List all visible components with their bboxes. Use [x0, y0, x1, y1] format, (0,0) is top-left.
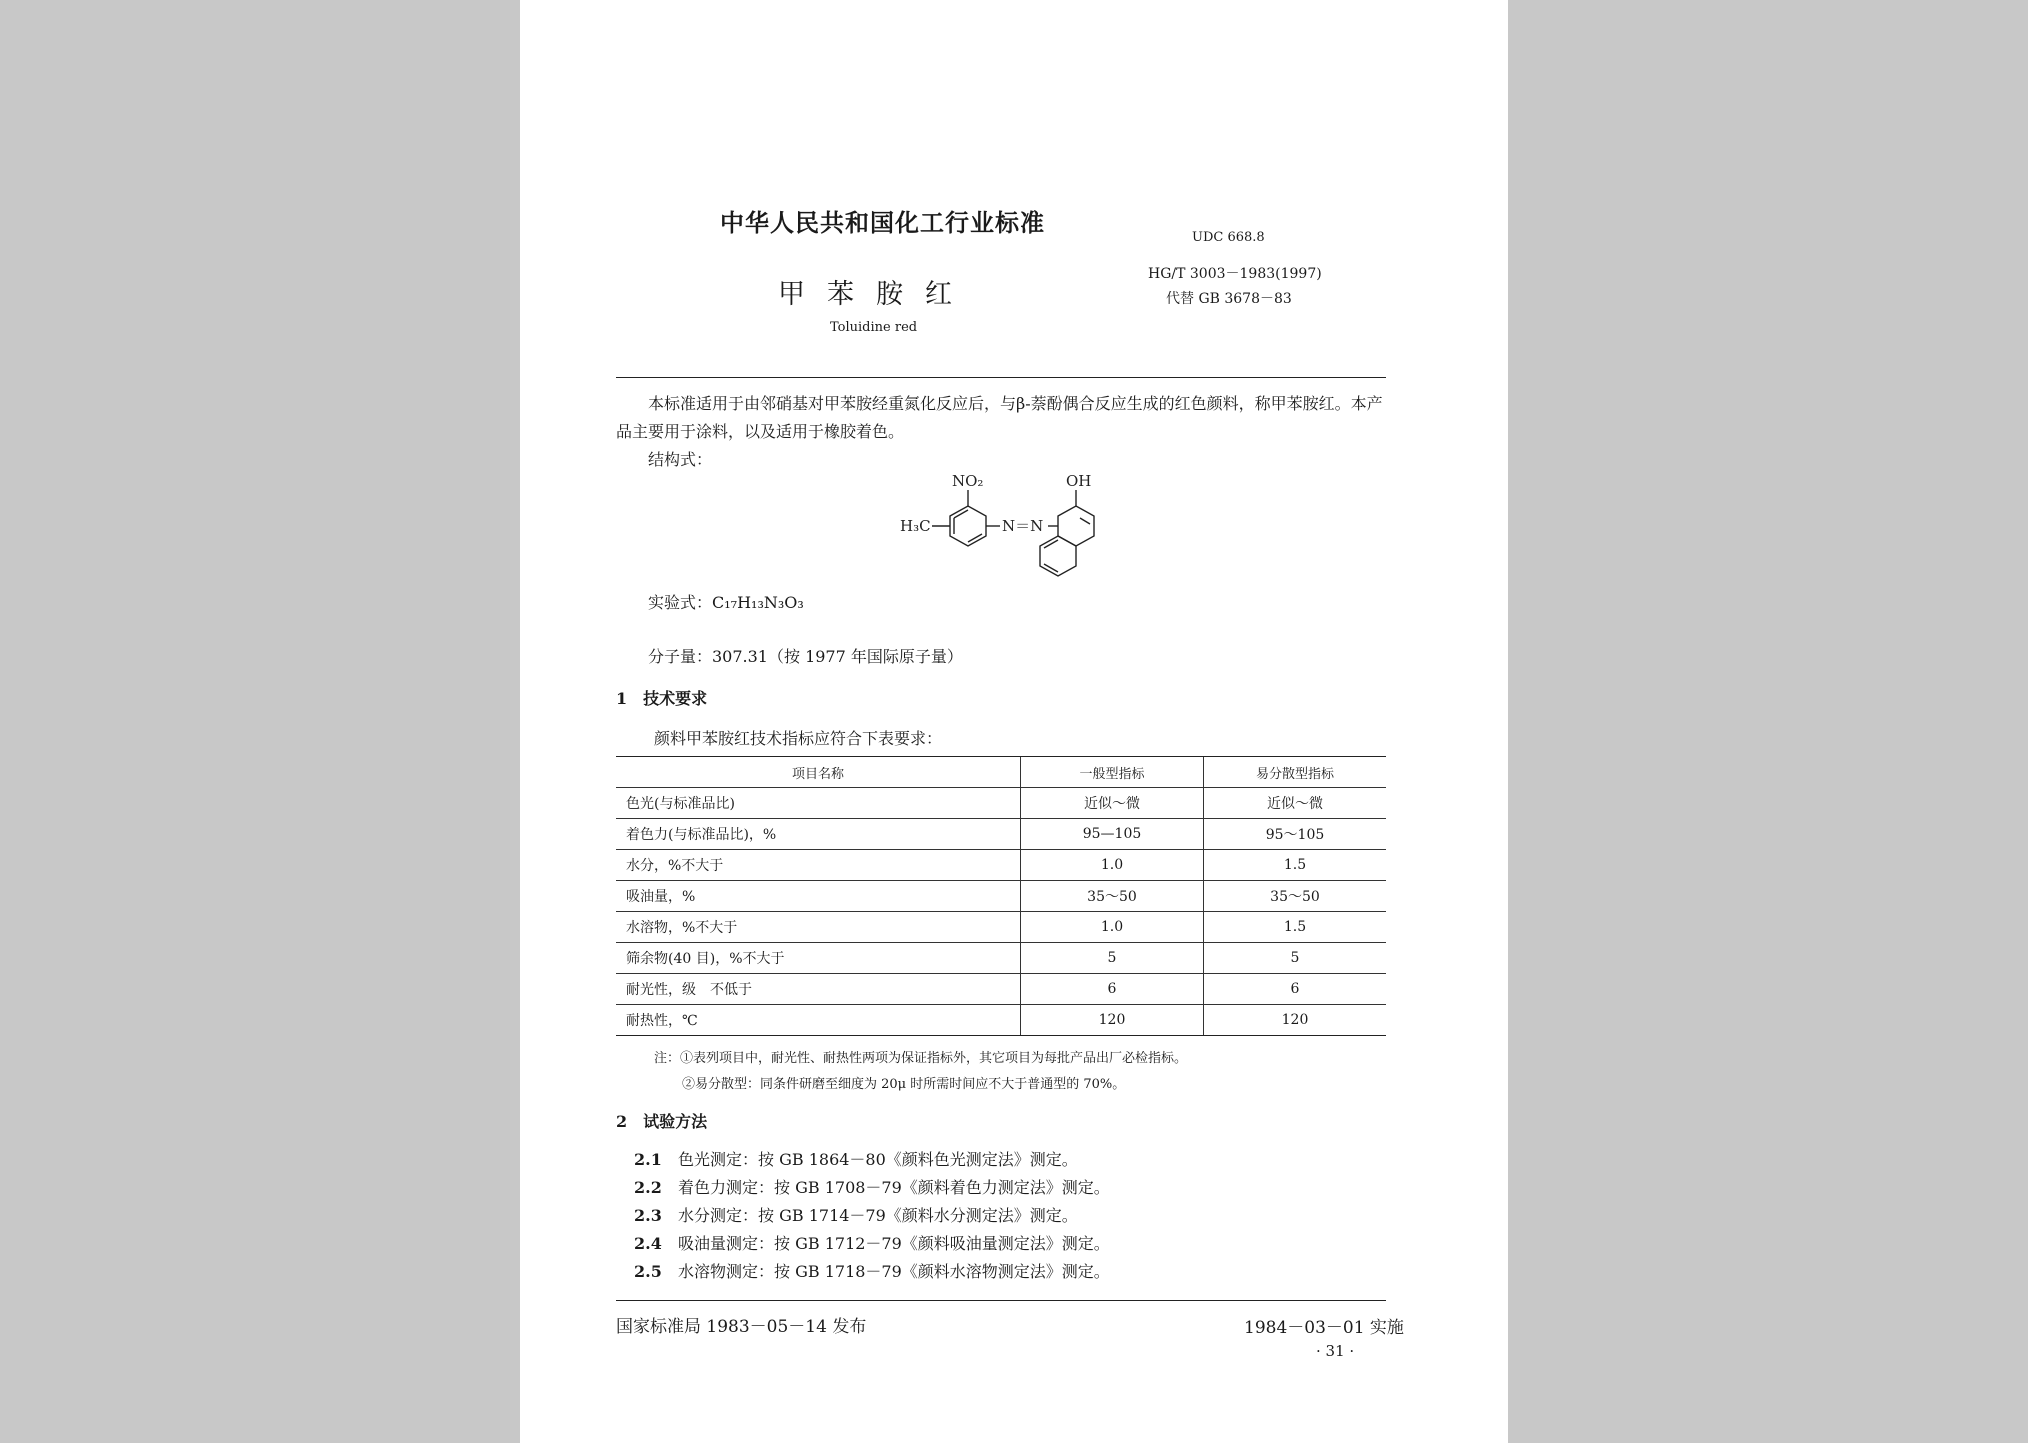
method-item: [634, 1258, 1110, 1286]
method-item: [634, 1174, 1110, 1202]
row-item: 着色力(与标准品比)，%: [616, 819, 1021, 850]
row-dispersible: 35～50: [1204, 881, 1387, 912]
row-item: 水溶物，%不大于: [616, 912, 1021, 943]
method-item: [634, 1202, 1078, 1230]
document-page: [520, 0, 1508, 1443]
formula-label: 实验式：: [648, 593, 713, 612]
udc-code: UDC 668.8: [1192, 230, 1265, 245]
row-general: 35～50: [1021, 881, 1204, 912]
method-text: 水分测定：按 GB 1714－79《颜料水分测定法》测定。: [678, 1206, 1078, 1225]
issue-info: 国家标准局 1983－05－14 发布: [616, 1317, 867, 1337]
method-item: [634, 1230, 1110, 1258]
structural-formula: [870, 470, 1120, 590]
table-note-1: 注：①表列项目中，耐光性、耐热性两项为保证指标外，其它项目为每批产品出厂必检指标。: [654, 1051, 1188, 1066]
table-row: [616, 974, 1386, 1005]
row-dispersible: 1.5: [1204, 912, 1387, 943]
row-item: 筛余物(40 目)，%不大于: [616, 943, 1021, 974]
row-dispersible: 5: [1204, 943, 1387, 974]
naphthalene-ring-2: [1040, 536, 1076, 576]
table-row: [616, 881, 1386, 912]
nitro-group: NO₂: [952, 472, 984, 490]
header-general: 一般型指标: [1021, 757, 1204, 788]
header-item: 项目名称: [616, 757, 1021, 788]
page-title: 甲苯胺红: [778, 279, 974, 310]
page-number: · 31 ·: [1316, 1342, 1355, 1360]
table-note-2: ②易分散型：同条件研磨至细度为 20μ 时所需时间应不大于普通型的 70%。: [682, 1077, 1126, 1092]
row-dispersible: 120: [1204, 1005, 1387, 1036]
table-row: [616, 788, 1386, 819]
header-divider: [616, 377, 1386, 378]
row-general: 95—105: [1021, 819, 1204, 850]
section-1-lead: 颜料甲苯胺红技术指标应符合下表要求：: [654, 729, 943, 748]
table-row: [616, 912, 1386, 943]
table-row: [616, 819, 1386, 850]
method-item: [634, 1146, 1078, 1174]
table-row: [616, 850, 1386, 881]
spec-table: [616, 756, 1386, 1036]
row-general: 5: [1021, 943, 1204, 974]
formula-line: [648, 590, 804, 613]
header-dispersible: 易分散型指标: [1204, 757, 1387, 788]
row-general: 近似～微: [1021, 788, 1204, 819]
row-item: 吸油量，%: [616, 881, 1021, 912]
method-text: 吸油量测定：按 GB 1712－79《颜料吸油量测定法》测定。: [678, 1234, 1110, 1253]
naphthalene-ring-1: [1058, 506, 1094, 546]
scope-paragraph: 本标准适用于由邻硝基对甲苯胺经重氮化反应后，与β-萘酚偶合反应生成的红色颜料，称甲苯胺红。本产品主要用于涂料，以及适用于橡胶着色。: [616, 394, 1383, 441]
method-number: 2.2: [634, 1178, 662, 1197]
method-text: 水溶物测定：按 GB 1718－79《颜料水溶物测定法》测定。: [678, 1262, 1110, 1281]
row-dispersible: 6: [1204, 974, 1387, 1005]
row-item: 耐光性，级 不低于: [616, 974, 1021, 1005]
empirical-formula: C₁₇H₁₃N₃O₃: [712, 593, 804, 612]
row-general: 120: [1021, 1005, 1204, 1036]
table-row: [616, 943, 1386, 974]
row-general: 6: [1021, 974, 1204, 1005]
azo-group: N＝N: [1002, 517, 1044, 535]
standard-code: HG/T 3003－1983(1997): [1148, 266, 1322, 282]
method-number: 2.3: [634, 1206, 662, 1225]
benzene-ring: [950, 506, 986, 546]
row-dispersible: 1.5: [1204, 850, 1387, 881]
method-number: 2.5: [634, 1262, 662, 1281]
method-number: 2.4: [634, 1234, 662, 1253]
row-general: 1.0: [1021, 912, 1204, 943]
footer-divider: [616, 1300, 1386, 1301]
method-text: 色光测定：按 GB 1864－80《颜料色光测定法》测定。: [678, 1150, 1078, 1169]
molecular-weight: 分子量：307.31（按 1977 年国际原子量）: [648, 647, 963, 666]
method-text: 着色力测定：按 GB 1708－79《颜料着色力测定法》测定。: [678, 1178, 1110, 1197]
section-1-heading: 1 技术要求: [616, 689, 708, 708]
row-dispersible: 近似～微: [1204, 788, 1387, 819]
methyl-group: H₃C: [900, 517, 931, 535]
table-row: [616, 1005, 1386, 1036]
replaces-code: 代替 GB 3678－83: [1166, 291, 1292, 307]
row-general: 1.0: [1021, 850, 1204, 881]
structure-label: 结构式：: [648, 450, 713, 469]
method-number: 2.1: [634, 1150, 662, 1169]
row-item: 色光(与标准品比): [616, 788, 1021, 819]
row-dispersible: 95～105: [1204, 819, 1387, 850]
row-item: 耐热性，℃: [616, 1005, 1021, 1036]
section-2-heading: 2 试验方法: [616, 1112, 708, 1131]
page-title-english: Toluidine red: [830, 320, 918, 335]
standard-name: 中华人民共和国化工行业标准: [720, 208, 1045, 237]
table-header-row: [616, 757, 1386, 788]
effective-date: 1984－03－01 实施: [1244, 1318, 1404, 1338]
row-item: 水分，%不大于: [616, 850, 1021, 881]
hydroxyl-group: OH: [1066, 472, 1092, 490]
